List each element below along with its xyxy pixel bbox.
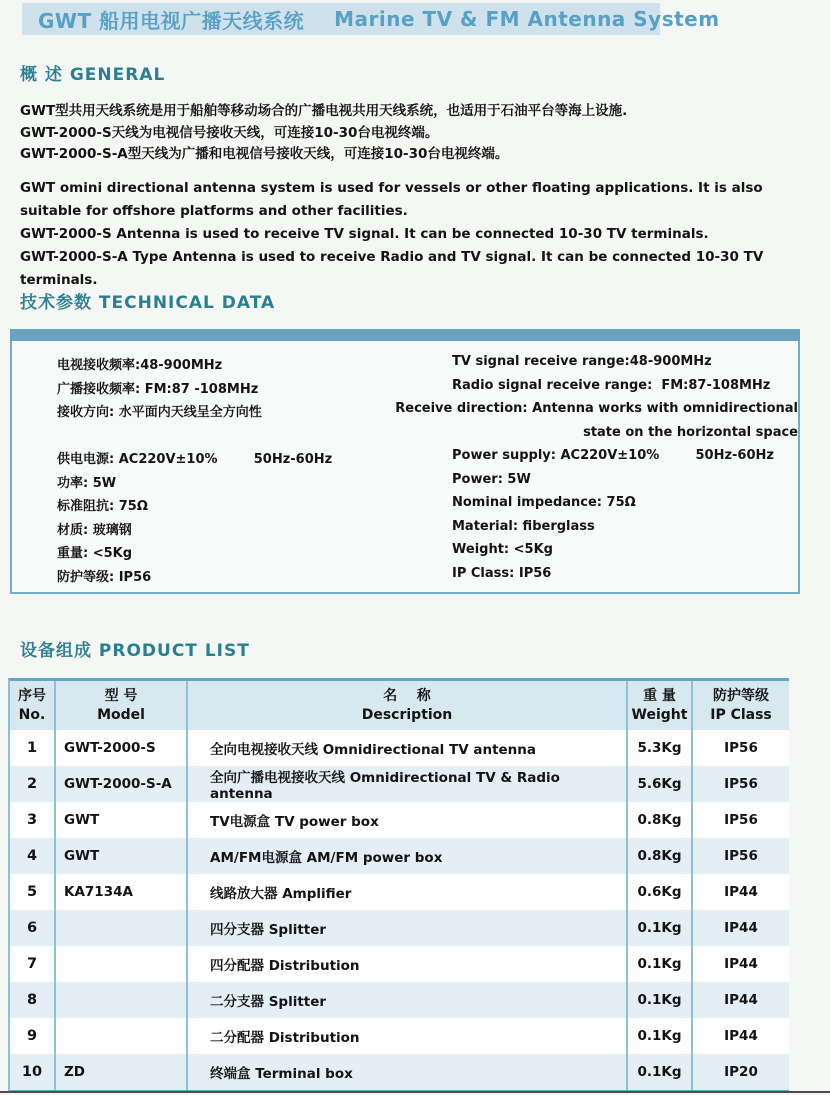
general-en-paragraph: GWT-2000-S Antenna is used to receive TV signal. It can be connected 10-30 TV terminals. [20, 225, 709, 242]
table-row [10, 1018, 789, 1054]
tech-row-en: Weight: <5Kg [452, 542, 553, 557]
row-cell-ip-class: IP56 [724, 776, 758, 792]
general-en-paragraphs [20, 177, 812, 292]
tech-row-en: Receive direction: Antenna works with omnidirectional [395, 401, 798, 416]
tech-row [57, 354, 798, 378]
title-en: Marine TV & FM Antenna System [334, 7, 720, 31]
technical-box [10, 341, 800, 594]
row-cell-ip-class: IP44 [724, 1028, 758, 1044]
tech-row [57, 542, 798, 566]
tech-row [57, 378, 798, 402]
row-cell-ip-class: IP44 [724, 992, 758, 1008]
row-cell-description: 全向电视接收天线 Omnidirectional TV antenna [188, 730, 628, 766]
row-cell-model [56, 1018, 188, 1054]
row-cell-model: ZD [56, 1054, 188, 1090]
tech-row-zh: 防护等级: IP56 [57, 569, 152, 585]
table-row [10, 874, 789, 910]
row-cell-weight: 5.6Kg [628, 766, 693, 802]
table-row [10, 730, 789, 766]
row-cell-description: 四分配器 Distribution [188, 946, 628, 982]
tech-row-en: Material: fiberglass [452, 518, 595, 534]
product-list-heading: 设备组成 PRODUCT LIST [20, 641, 250, 661]
general-heading: 概 述 GENERAL [20, 65, 166, 85]
header-cell-ip-class [693, 681, 789, 730]
header-ip-en: IP Class [710, 706, 772, 723]
tech-row-en: TV signal receive range:48-900MHz [452, 354, 712, 369]
row-cell-weight: 0.8Kg [628, 838, 693, 874]
row-cell-description: 全向广播电视接收天线 Omnidirectional TV & Radio antenna [188, 766, 628, 802]
row-cell-weight: 0.1Kg [628, 982, 693, 1018]
row-cell-description: 线路放大器 Amplifier [188, 874, 628, 910]
row-cell-weight: 0.1Kg [628, 1054, 693, 1090]
row-cell-model [56, 982, 188, 1018]
row-cell-no: 4 [10, 838, 56, 874]
header-description-zh: 名 称 [383, 687, 431, 704]
tech-row-en: Nominal impedance: 75Ω [452, 495, 636, 510]
row-cell-no: 8 [10, 982, 56, 1018]
row-cell-ip-class: IP56 [724, 812, 758, 828]
tech-row [57, 448, 798, 472]
tech-row-zh [57, 425, 411, 449]
tech-row [57, 425, 798, 449]
tech-row-zh: 重量: <5Kg [57, 546, 133, 561]
row-cell-weight: 0.1Kg [628, 910, 693, 946]
tech-row-zh: 供电电源: AC220V±10% 50Hz-60Hz [57, 452, 333, 467]
row-cell-ip-class: IP56 [724, 848, 758, 864]
header-no-en: No. [18, 706, 46, 723]
title-bar [22, 3, 720, 35]
tech-row-zh: 电视接收频率:48-900MHz [57, 358, 223, 373]
row-cell-no: 3 [10, 802, 56, 838]
tech-row-en: state on the horizontal space [583, 424, 798, 440]
table-row [10, 910, 789, 946]
row-cell-description: 四分支器 Splitter [188, 910, 628, 946]
row-cell-no: 2 [10, 766, 56, 802]
tech-row-en: Radio signal receive range: FM:87-108MHz [452, 377, 771, 393]
row-cell-no: 6 [10, 910, 56, 946]
general-zh-line: GWT-2000-S天线为电视信号接收天线，可连接10-30台电视终端。 [20, 124, 439, 141]
row-cell-model: GWT [56, 838, 188, 874]
row-cell-weight: 0.1Kg [628, 1018, 693, 1054]
tech-row [57, 566, 798, 590]
row-cell-model: GWT-2000-S-A [56, 766, 188, 802]
page-bottom-edge [0, 1091, 830, 1093]
header-ip-zh: 防护等级 [713, 687, 769, 704]
general-section [20, 60, 812, 292]
table-row [10, 766, 789, 802]
row-cell-no: 9 [10, 1018, 56, 1054]
general-en-paragraph: GWT-2000-S-A Type Antenna is used to receive Radio and TV signal. It can be connected 10-30 TV terminals. [20, 248, 764, 288]
header-cell-no [10, 681, 56, 730]
row-cell-model: GWT [56, 802, 188, 838]
tech-row-zh: 广播接收频率: FM:87 -108MHz [57, 381, 259, 397]
row-cell-description: 二分支器 Splitter [188, 982, 628, 1018]
row-cell-ip-class: IP20 [724, 1064, 758, 1080]
row-cell-model: GWT-2000-S [56, 730, 188, 766]
row-cell-model [56, 946, 188, 982]
header-no-zh: 序号 [18, 687, 46, 704]
row-cell-model: KA7134A [56, 874, 188, 910]
header-cell-description [188, 681, 628, 730]
technical-heading: 技术参数 TECHNICAL DATA [20, 293, 276, 313]
technical-box-top-bar [10, 329, 800, 341]
row-cell-description: AM/FM电源盒 AM/FM power box [188, 838, 628, 874]
row-cell-ip-class: IP44 [724, 956, 758, 972]
tech-row-zh: 功率: 5W [57, 475, 117, 491]
row-cell-weight: 0.8Kg [628, 802, 693, 838]
header-model-zh: 型 号 [104, 687, 138, 704]
tech-row [57, 519, 798, 543]
table-row [10, 838, 789, 874]
tech-row [57, 401, 798, 425]
row-cell-ip-class: IP44 [724, 884, 758, 900]
row-cell-description: TV电源盒 TV power box [188, 802, 628, 838]
row-cell-description: 二分配器 Distribution [188, 1018, 628, 1054]
tech-row-en: Power: 5W [452, 471, 531, 487]
tech-row-en: Power supply: AC220V±10% 50Hz-60Hz [452, 448, 774, 463]
tech-row-zh: 材质: 玻璃钢 [57, 522, 132, 538]
header-model-en: Model [97, 706, 145, 723]
row-cell-no: 10 [10, 1054, 56, 1090]
tech-row [57, 472, 798, 496]
header-weight-en: Weight [631, 706, 688, 723]
row-cell-ip-class: IP44 [724, 920, 758, 936]
general-zh-lines [20, 101, 812, 166]
table-row [10, 1054, 789, 1090]
technical-rows [57, 354, 798, 589]
row-cell-description: 终端盒 Terminal box [188, 1054, 628, 1090]
tech-row-zh: 标准阻抗: 75Ω [57, 499, 148, 514]
table-body [10, 730, 789, 1090]
row-cell-weight: 0.6Kg [628, 874, 693, 910]
general-zh-line: GWT型共用天线系统是用于船舶等移动场合的广播电视共用天线系统，也适用于石油平台等海上设施. [20, 103, 628, 119]
header-cell-weight [628, 681, 693, 730]
product-table [8, 678, 789, 1093]
general-zh-line: GWT-2000-S-A型天线为广播和电视信号接收天线，可连接10-30台电视终端。 [20, 146, 509, 162]
header-cell-model [56, 681, 188, 730]
tech-row-zh: 接收方向: 水平面内天线呈全方向性 [57, 405, 262, 420]
tech-row [57, 495, 798, 519]
title-zh: GWT 船用电视广播天线系统 [38, 8, 305, 33]
row-cell-no: 5 [10, 874, 56, 910]
row-cell-ip-class: IP56 [724, 740, 758, 756]
table-row [10, 982, 789, 1018]
table-row [10, 946, 789, 982]
row-cell-no: 1 [10, 730, 56, 766]
general-en-paragraph: GWT omini directional antenna system is used for vessels or other floating applications. It is also suitable for offshore platforms and other facilities. [20, 179, 763, 219]
table-row [10, 802, 789, 838]
row-cell-weight: 5.3Kg [628, 730, 693, 766]
header-weight-zh: 重 量 [643, 687, 676, 704]
row-cell-no: 7 [10, 946, 56, 982]
row-cell-weight: 0.1Kg [628, 946, 693, 982]
header-description-en: Description [361, 706, 453, 723]
row-cell-model [56, 910, 188, 946]
table-header-row [10, 681, 789, 730]
tech-row-en: IP Class: IP56 [452, 565, 552, 581]
